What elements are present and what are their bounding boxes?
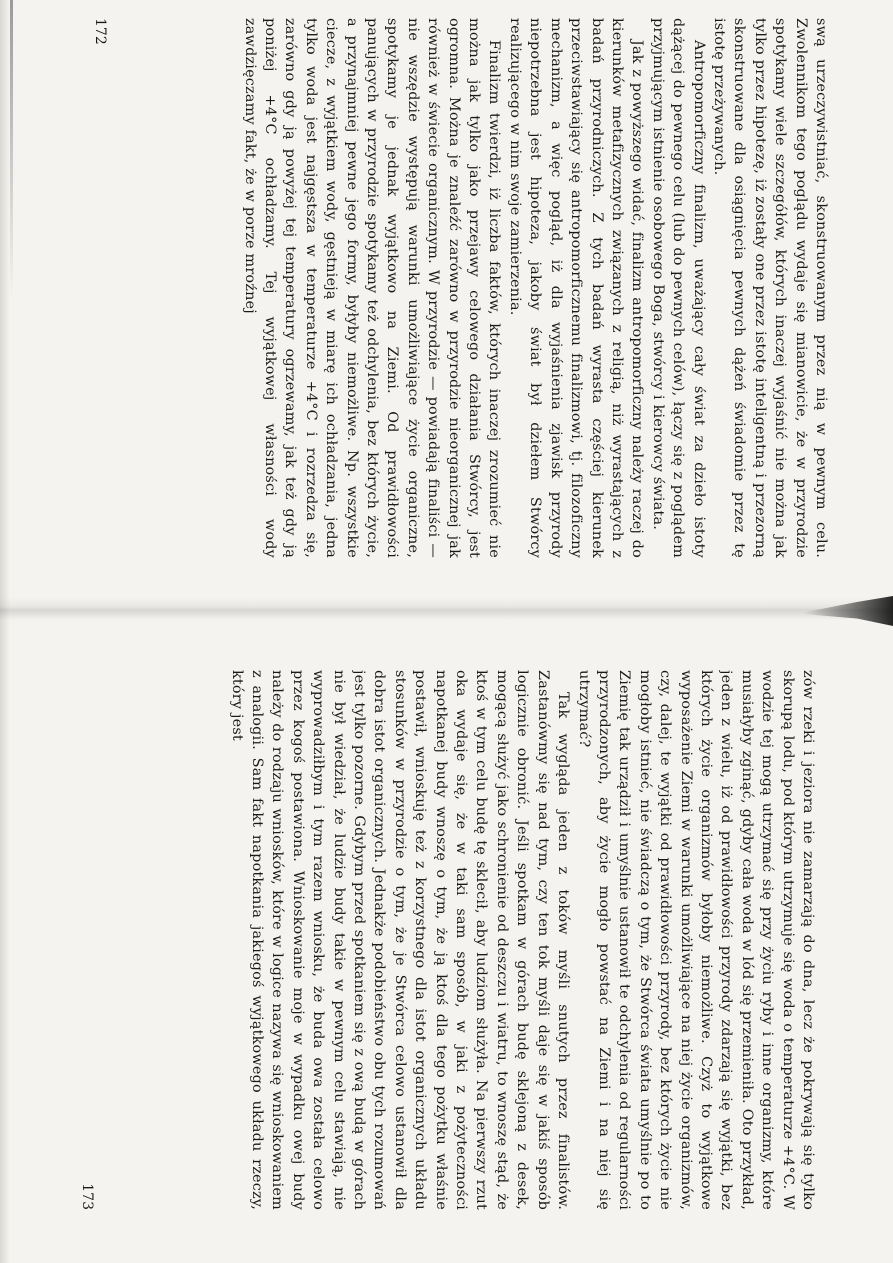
paragraph: Antropomorficzny finalizm, uważający cały świat za dzieło istoty dążącej do pewnego celu (lub do pewnych celów), łączy się z poglądem przyjmującym istnienie osobowego Boga, stwórcy i kierowcy świata. bbox=[649, 18, 707, 558]
paragraph: swą urzeczywistniać, skonstruowanym przez nią w pewnym celu. Zwolennikom tego poglądu wydaje się mianowicie, że w przyrodzie spotykamy wiele szczegółów, których inaczej wyjaśnić nie można jak tylko przez hipotezę, iż zostały one przez istotę inteligentną i przezorną skonstruowane dla osiągnięcia pewnych dążeń świadomie przez tę istotę przeżywanych. bbox=[710, 18, 829, 558]
binding-edge bbox=[0, 0, 10, 1263]
page-172-text bbox=[239, 18, 831, 558]
paragraph: Jak z powyższego widać, finalizm antropomorficzny należy raczej do kierunków metafizycznych związanych z religią, niż wyrastających z badań przyrodniczych. Z tych badań wyrasta częściej kierunek przeciwstawiający się antropomorficznemu finalizmowi, tj. filozoficzny mechanizm, a więc pogląd, iż dla wyjaśnienia zjawisk przyrody niepotrzebna jest hipoteza, jakoby świat był dziełem Stwórcy realizującego w nim swoje zamierzenia. bbox=[506, 18, 646, 558]
page-number: 172 bbox=[92, 18, 108, 45]
page-173 bbox=[78, 670, 818, 1210]
paragraph: zów rzeki i jeziora nie zamarzają do dna, lecz że pokrywają się tylko skorupą lodu, pod którym utrzymuje się woda o temperaturze +4°C. W wodzie tej mogą utrzymać się przy życiu ryby i inne organizmy, które musiałyby zginąć, gdyby cała woda w lód się przemieniła. Oto przykład, jeden z wielu, iż od prawidłowości przyrody zdarzają się wyjątki, bez których życie organizmów byłoby niemożliwe. Czyż to wyjątkowe wyposażenie Ziemi w warunki umożliwiające na niej życie organizmów, czy, dalej, te wyjątki od prawidłowości przyrody, bez których życie nie mogłoby istnieć, nie świadczą o tym, że Stwórca świata umyślnie po to Ziemię tak urządził i umyślnie ustanowił te odchylenia od regularności przyrodzonych, aby życie mogło powstać na Ziemi i na niej się utrzymać? bbox=[575, 670, 816, 1210]
page-172 bbox=[91, 18, 831, 558]
page-fold bbox=[0, 598, 893, 620]
paragraph: Finalizm twierdzi, iż liczba faktów, których inaczej zrozumieć nie można jak tylko jako przejawy celowego działania Stwórcy, jest ogromna. Można je znaleźć zarówno w przyrodzie nieorganicznej jak również w świecie organicznym. W przyrodzie — powiadają finaliści — nie wszędzie występują warunki umożliwiające życie organiczne, spotykamy je jednak wyjątkowo na Ziemi. Od prawidłowości panujących w przyrodzie spotykamy też odchylenia, bez których życie, a przynajmniej pewne jego formy, byłyby niemożliwe. Np. wszystkie ciecze, z wyjątkiem wody, gęstnieją w miarę ich ochładzania, jedna tylko woda jest najgęstsza w temperaturze +4°C i rozrzedza się, zarówno gdy ją powyżej tej temperatury ogrzewamy, jak też gdy ją poniżej +4°C ochładzamy. Tej wyjątkowej własności wody zawdzięczamy fakt, że w porze mroźnej bbox=[241, 18, 503, 558]
paragraph: Tak wygląda jeden z toków myśli snutych przez finalistów. Zastanówmy się nad tym, czy ten tok myśli daje się w jakiś sposób logicznie obronić. Jeśli spotkam w górach budę sklejoną z desek, mogącą służyć jako schronienie od deszczu i wiatru, to wnoszę stąd, że ktoś w tym celu budę tę sklecił, aby ludziom służyła. Na pierwszy rzut oka wydaje się, że w taki sam sposób, w jaki z pożyteczności napotkanej budy wnoszę o tym, że ją ktoś dla tego pożytku właśnie postawił, wnioskuję też z korzystnego dla istot organicznych układu stosunków w przyrodzie o tym, że je Stwórca celowo ustanowił dla dobra istot organicznych. Jednakże podobieństwo obu tych rozumowań jest tylko pozorne. Gdybym przed spotkaniem się z ową budą w górach nie był wiedział, że ludzie budy takie w pewnym celu stawiają, nie wyprowadziłbym i tym razem wniosku, że buda owa została celowo przez kogoś postawiona. Wnioskowanie moje w wypadku owej budy należy do rodzaju wniosków, które w logice nazywa się wnioskowaniem z analogii. Sam fakt napotkania jakiegoś wyjątkowego układu rzeczy, który jest bbox=[228, 670, 572, 1210]
page-173-text bbox=[226, 670, 818, 1210]
page-number: 173 bbox=[79, 1183, 95, 1210]
